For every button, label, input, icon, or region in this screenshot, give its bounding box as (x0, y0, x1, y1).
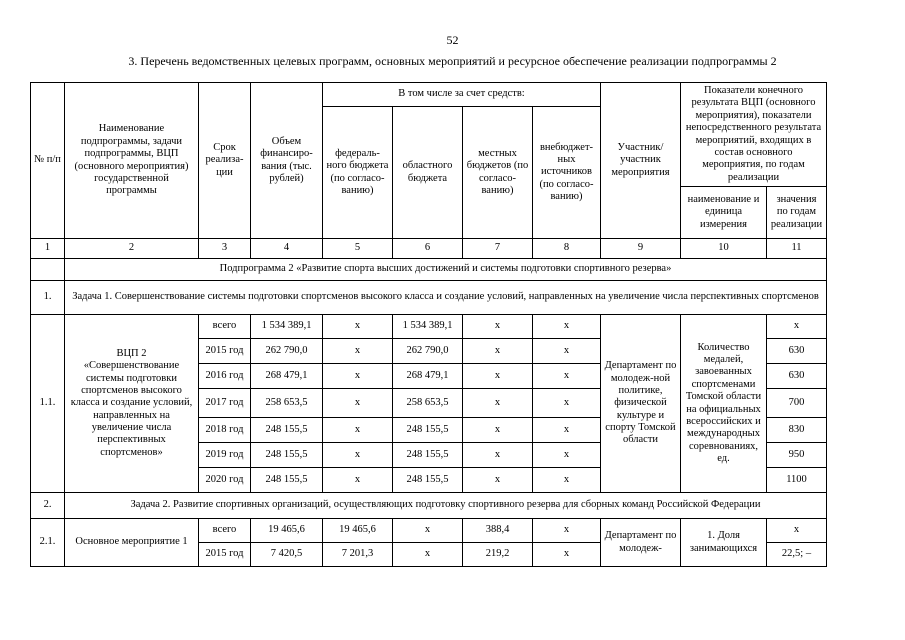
event-value: 22,5; – (767, 543, 827, 567)
header-indicator-name: наименование и единица измерения (681, 187, 767, 239)
vcp-extra: x (533, 315, 601, 339)
header-regional: областного бюджета (393, 107, 463, 239)
vcp-federal: x (323, 339, 393, 364)
vcp-federal: x (323, 418, 393, 443)
event-volume: 19 465,6 (251, 519, 323, 543)
vcp-regional: 248 155,5 (393, 418, 463, 443)
vcp-term: 2020 год (199, 468, 251, 493)
vcp-value: x (767, 315, 827, 339)
vcp-term: 2018 год (199, 418, 251, 443)
vcp-local: x (463, 443, 533, 468)
task1-text: Задача 1. Совершенствование системы подготовки спортсменов высокого класса и создание условий, направленных на увеличение числа перспективных спортсменов (65, 281, 827, 315)
vcp-local: x (463, 418, 533, 443)
vcp-extra: x (533, 418, 601, 443)
event-indicator: 1. Доля занимающихся (681, 519, 767, 567)
vcp-local: x (463, 339, 533, 364)
document-title: 3. Перечень ведомственных целевых программ, основных мероприятий и ресурсное обеспечение реализации подпрограммы 2 (128, 54, 777, 68)
vcp-term: 2019 год (199, 443, 251, 468)
vcp-value: 700 (767, 389, 827, 418)
event-local: 219,2 (463, 543, 533, 567)
header-local: местных бюджетов (по согласо-ванию) (463, 107, 533, 239)
vcp-extra: x (533, 364, 601, 389)
vcp-local: x (463, 468, 533, 493)
vcp-participant: Департамент по молодеж-ной политике, физической культуре и спорту Томской области (601, 315, 681, 493)
vcp-regional: 248 155,5 (393, 468, 463, 493)
header-num: № п/п (31, 83, 65, 239)
col-number: 7 (463, 239, 533, 259)
col-number: 5 (323, 239, 393, 259)
event-extra: x (533, 519, 601, 543)
header-federal: федераль-ного бюджета (по согласо-ванию) (323, 107, 393, 239)
vcp-federal: x (323, 364, 393, 389)
vcp-regional: 248 155,5 (393, 443, 463, 468)
event-regional: x (393, 519, 463, 543)
header-participant: Участник/ участник мероприятия (601, 83, 681, 239)
vcp-value: 630 (767, 339, 827, 364)
vcp-federal: x (323, 443, 393, 468)
event-name: Основное мероприятие 1 (65, 519, 199, 567)
event-federal: 7 201,3 (323, 543, 393, 567)
col-number: 6 (393, 239, 463, 259)
vcp-volume: 262 790,0 (251, 339, 323, 364)
vcp-volume: 248 155,5 (251, 418, 323, 443)
vcp-volume: 258 653,5 (251, 389, 323, 418)
vcp-extra: x (533, 389, 601, 418)
header-extra: внебюджет-ных источников (по согласо-ванию) (533, 107, 601, 239)
vcp-regional: 262 790,0 (393, 339, 463, 364)
event-value: x (767, 519, 827, 543)
col-number: 2 (65, 239, 199, 259)
header-indicator-values: значения по годам реализации (767, 187, 827, 239)
vcp-term: всего (199, 315, 251, 339)
event-term: 2015 год (199, 543, 251, 567)
task2-num: 2. (31, 493, 65, 519)
event-volume: 7 420,5 (251, 543, 323, 567)
col-number: 4 (251, 239, 323, 259)
header-including-funds: В том числе за счет средств: (323, 83, 601, 107)
vcp-name: ВЦП 2 «Совершенствование системы подготовки спортсменов высокого класса и создание условий, направленных на увеличение числа перспективных спортсменов» (65, 315, 199, 493)
task2-text: Задача 2. Развитие спортивных организаций, осуществляющих подготовку спортивного резерва для сборных команд Российской Федерации (65, 493, 827, 519)
event-extra: x (533, 543, 601, 567)
vcp-term: 2017 год (199, 389, 251, 418)
col-number: 1 (31, 239, 65, 259)
page-number: 52 (446, 33, 459, 47)
col-number: 11 (767, 239, 827, 259)
vcp-num: 1.1. (31, 315, 65, 493)
event-federal: 19 465,6 (323, 519, 393, 543)
vcp-federal: x (323, 315, 393, 339)
vcp-regional: 268 479,1 (393, 364, 463, 389)
task1-num: 1. (31, 281, 65, 315)
vcp-extra: x (533, 443, 601, 468)
vcp-indicator: Количество медалей, завоеванных спортсменами Томской области на официальных всероссийских и международных соревнованиях, ед. (681, 315, 767, 493)
event-term: всего (199, 519, 251, 543)
col-number: 10 (681, 239, 767, 259)
vcp-extra: x (533, 339, 601, 364)
col-number: 9 (601, 239, 681, 259)
header-indicators: Показатели конечного результата ВЦП (основного мероприятия), показатели непосредственного результата мероприятий, входящих в состав основного мероприятия, по годам реализации (681, 83, 827, 187)
vcp-volume: 248 155,5 (251, 468, 323, 493)
header-name: Наименование подпрограммы, задачи подпрограммы, ВЦП (основного мероприятия) государственной программы (65, 83, 199, 239)
event-participant: Департамент по молодеж- (601, 519, 681, 567)
vcp-extra: x (533, 468, 601, 493)
vcp-term: 2016 год (199, 364, 251, 389)
vcp-term: 2015 год (199, 339, 251, 364)
col-number: 3 (199, 239, 251, 259)
vcp-volume: 1 534 389,1 (251, 315, 323, 339)
event-local: 388,4 (463, 519, 533, 543)
vcp-local: x (463, 364, 533, 389)
vcp-federal: x (323, 389, 393, 418)
vcp-volume: 268 479,1 (251, 364, 323, 389)
vcp-federal: x (323, 468, 393, 493)
event-regional: x (393, 543, 463, 567)
header-volume: Объем финансиро-вания (тыс. рублей) (251, 83, 323, 239)
vcp-local: x (463, 315, 533, 339)
header-term: Срок реализа-ции (199, 83, 251, 239)
vcp-regional: 1 534 389,1 (393, 315, 463, 339)
vcp-value: 830 (767, 418, 827, 443)
col-number: 8 (533, 239, 601, 259)
subprogram-num-cell (31, 259, 65, 281)
vcp-volume: 248 155,5 (251, 443, 323, 468)
vcp-value: 1100 (767, 468, 827, 493)
subprogram-title: Подпрограмма 2 «Развитие спорта высших достижений и системы подготовки спортивного резерва» (65, 259, 827, 281)
vcp-regional: 258 653,5 (393, 389, 463, 418)
vcp-local: x (463, 389, 533, 418)
vcp-value: 630 (767, 364, 827, 389)
vcp-value: 950 (767, 443, 827, 468)
event-num: 2.1. (31, 519, 65, 567)
program-table (30, 82, 827, 567)
